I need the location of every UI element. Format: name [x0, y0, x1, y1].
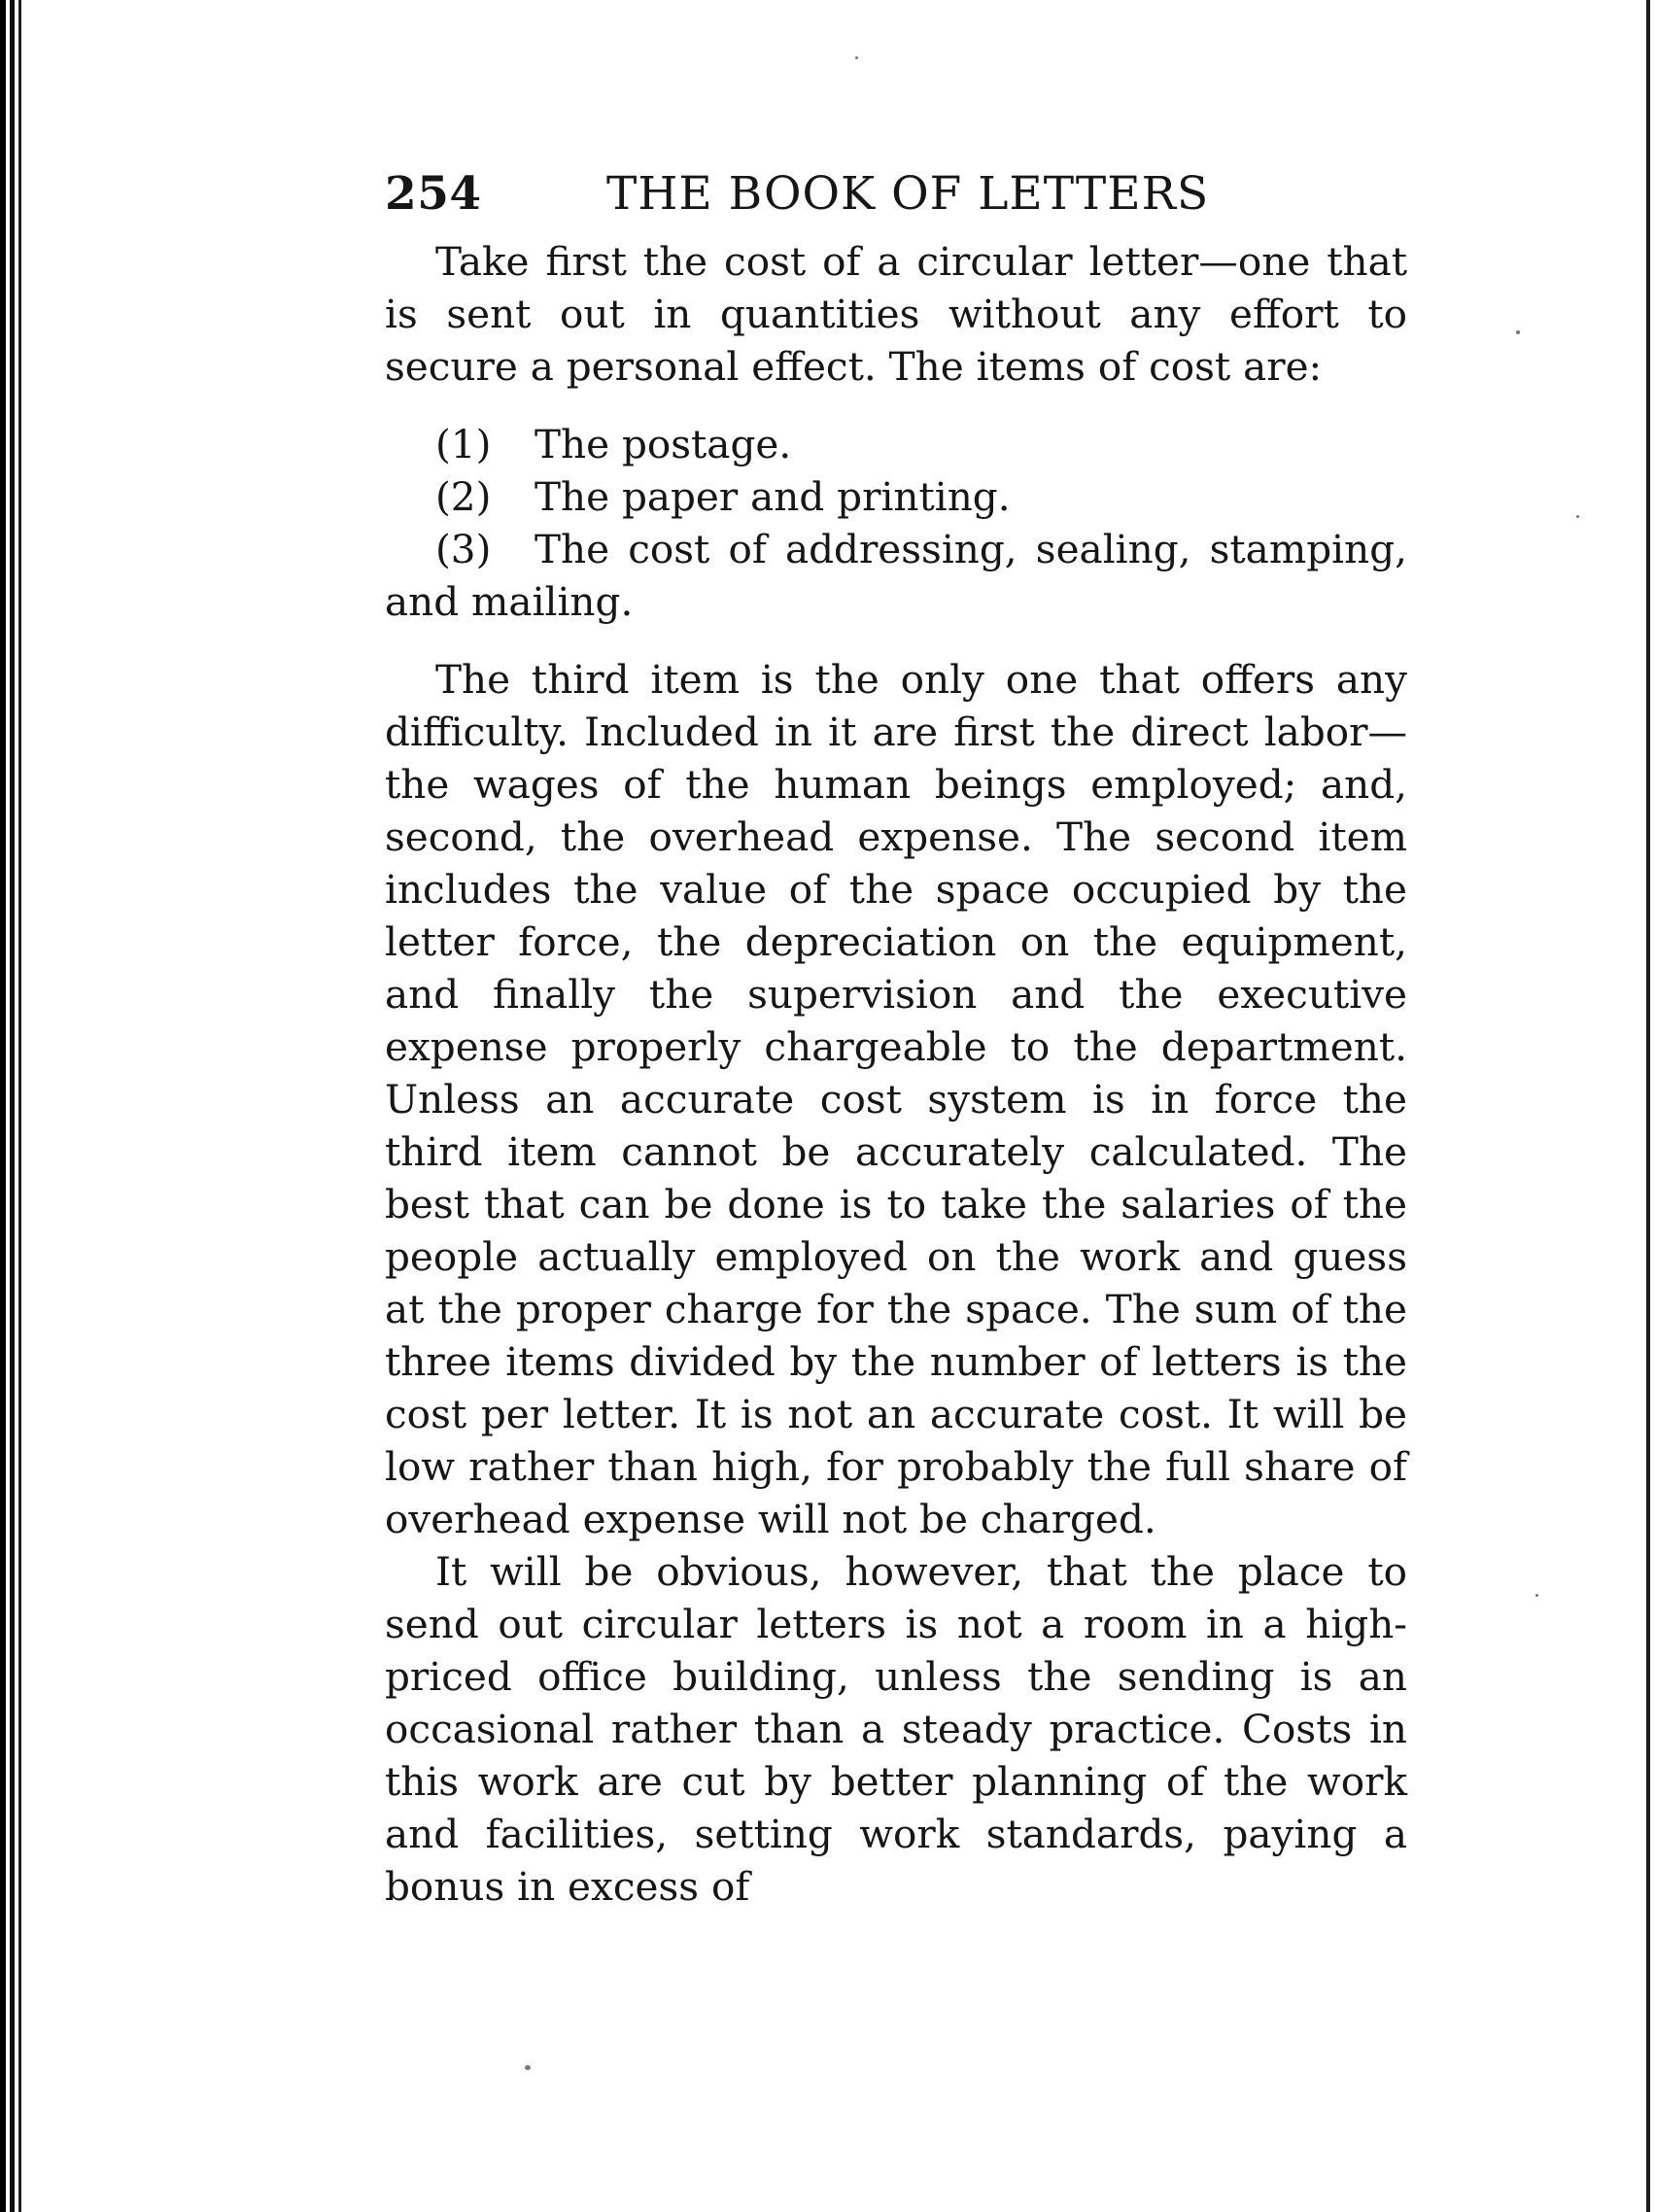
list-item-number: (3) [435, 526, 492, 572]
paragraph-1: Take first the cost of a circular letter—one that is sent out in quantities without any effort to secure a personal effect. The items of cost are: [385, 238, 1407, 390]
list-item-text: The postage. [534, 421, 792, 467]
paper-speck [1516, 330, 1520, 334]
page-binding-edge [0, 0, 33, 2212]
paper-speck [855, 56, 858, 59]
page-number: 254 [385, 167, 482, 221]
list-item [385, 418, 1407, 470]
paper-speck [1535, 1594, 1538, 1597]
list-item-text: The paper and printing. [534, 473, 1011, 520]
paper-speck [1576, 515, 1579, 518]
page-header [385, 167, 1407, 235]
paper-speck [525, 2065, 531, 2070]
list-item-number: (2) [435, 473, 492, 520]
list-item-number: (1) [435, 421, 492, 467]
paragraph-2: The third item is the only one that offers any difficulty. Included in it are first the direct labor—the wages of the human beings employed; and, second, the overhead expense. The second item includes the value of the space occupied by the letter force, the depreciation on the equipment, and finally the supervision and the executive expense properly chargeable to the department. Unless an accurate cost system is in force the third item cannot be accurately calculated. The best that can be done is to take the salaries of the people actually employed on the work and guess at the proper charge for the space. The sum of the three items divided by the number of letters is the cost per letter. It is not an accurate cost. It will be low rather than high, for probably the full share of overhead expense will not be charged. [385, 656, 1407, 1542]
page-text [385, 167, 1407, 1913]
list-item [385, 523, 1407, 628]
list-item-text: The cost of addressing, sealing, stamping, and mailing. [385, 526, 1407, 625]
page-right-edge [1646, 0, 1650, 2212]
cost-items-list [385, 418, 1407, 628]
list-item [385, 470, 1407, 523]
running-title: THE BOOK OF LETTERS [606, 167, 1210, 221]
paragraph-3: It will be obvious, however, that the place to send out circular letters is not a room in a high-priced office building, unless the sending is an occasional rather than a steady practice. Costs in this work are cut by better planning of the work and facilities, setting work standards, paying a bonus in excess of [385, 1548, 1407, 1910]
